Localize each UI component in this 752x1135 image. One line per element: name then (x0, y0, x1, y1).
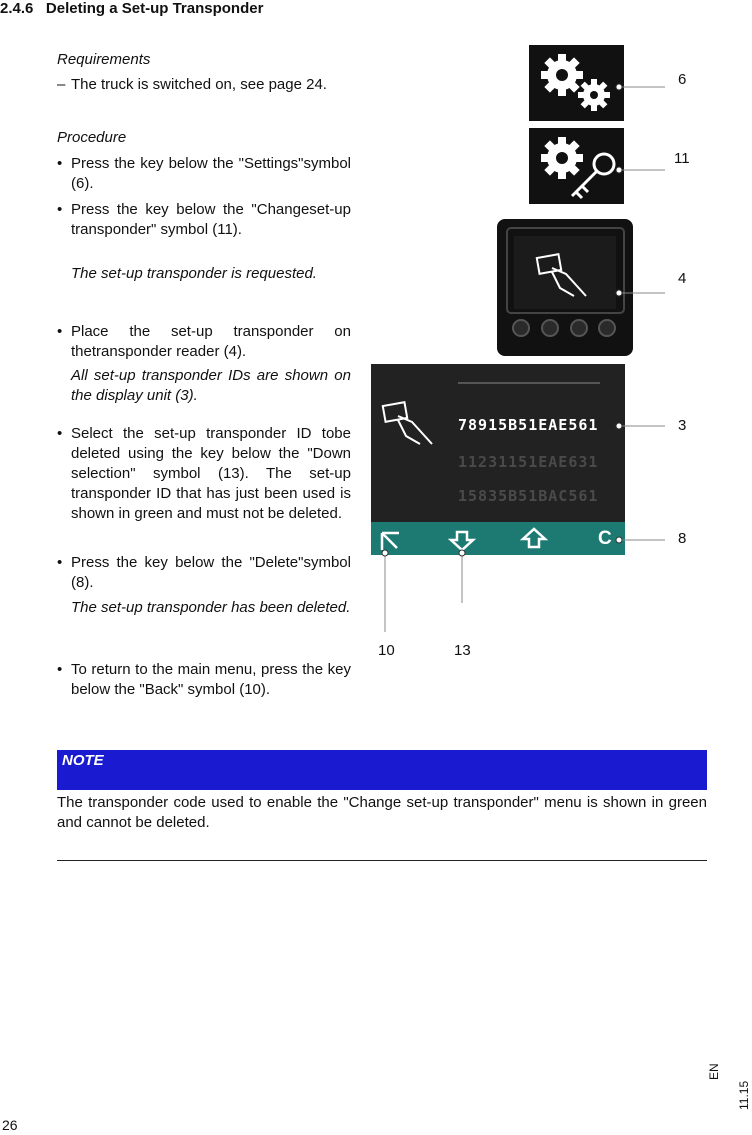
step-3: Place the set-up transponder on thetransponder reader (4). (71, 323, 351, 360)
bullet-step6: • (57, 661, 63, 678)
softkey-bar (371, 522, 625, 555)
page-number: 26 (2, 1117, 18, 1133)
step-5: Press the key below the "Delete"symbol (8). (71, 554, 351, 591)
callout-4: 4 (678, 270, 687, 287)
footer-rule (57, 860, 707, 861)
step-1: Press the key below the "Settings"symbol (6). (71, 155, 351, 192)
callout-3: 3 (678, 417, 687, 434)
callout-13: 13 (454, 642, 471, 659)
procedure-label: Procedure (57, 129, 127, 146)
transponder-id: 11231151EAE631 (458, 453, 599, 471)
delete-symbol: C (598, 528, 612, 549)
gear-icon (541, 54, 583, 96)
requirements-dash: – (57, 76, 66, 93)
transponder-reader-panel (497, 219, 633, 356)
settings-symbol-panel (529, 45, 624, 121)
step-2: Press the key below the "Changeset-up transponder" symbol (11). (71, 201, 351, 238)
section-heading (0, 0, 263, 17)
display-figure (360, 40, 710, 670)
bullet-step1: • (57, 155, 63, 172)
section-title: Deleting a Set-up Transponder (45, 0, 264, 17)
language-code: EN (707, 1063, 721, 1080)
result-3: All set-up transponder IDs are shown on the display unit (3). (71, 367, 351, 404)
bullet-step3: • (57, 323, 63, 340)
callout-8: 8 (678, 530, 687, 547)
transponder-id-active: 78915B51EAE561 (458, 416, 599, 434)
gear-icon (541, 137, 583, 179)
bullet-step2: • (57, 201, 63, 218)
edition-date: 11.15 (737, 1080, 751, 1110)
note-text: The transponder code used to enable the "Change set-up transponder" menu is shown in green and cannot be deleted. (57, 794, 707, 831)
callout-10: 10 (378, 642, 395, 659)
transponder-id: 15835B51BAC561 (458, 487, 599, 505)
callout-11: 11 (674, 150, 690, 167)
bullet-step4: • (57, 425, 63, 442)
bullet-step5: • (57, 554, 63, 571)
section-number: 2.4.6 (0, 0, 34, 17)
note-band (57, 750, 707, 790)
requirements-label: Requirements (57, 51, 151, 68)
step-6: To return to the main menu, press the key below the "Back" symbol (10). (71, 661, 351, 698)
result-5: The set-up transponder has been deleted. (71, 599, 351, 616)
note-label: NOTE (62, 752, 104, 769)
requirements-item: The truck is switched on, see page 24. (71, 76, 327, 93)
change-transponder-symbol-panel (529, 128, 624, 204)
result-2: The set-up transponder is requested. (71, 265, 317, 282)
callout-6: 6 (678, 71, 687, 88)
gear-small-icon (578, 79, 610, 111)
step-4: Select the set-up transponder ID tobe deleted using the key below the "Down selection" symbol (13). The set-up transponder ID that has just been used is shown in green and must not be deleted. (71, 425, 351, 522)
